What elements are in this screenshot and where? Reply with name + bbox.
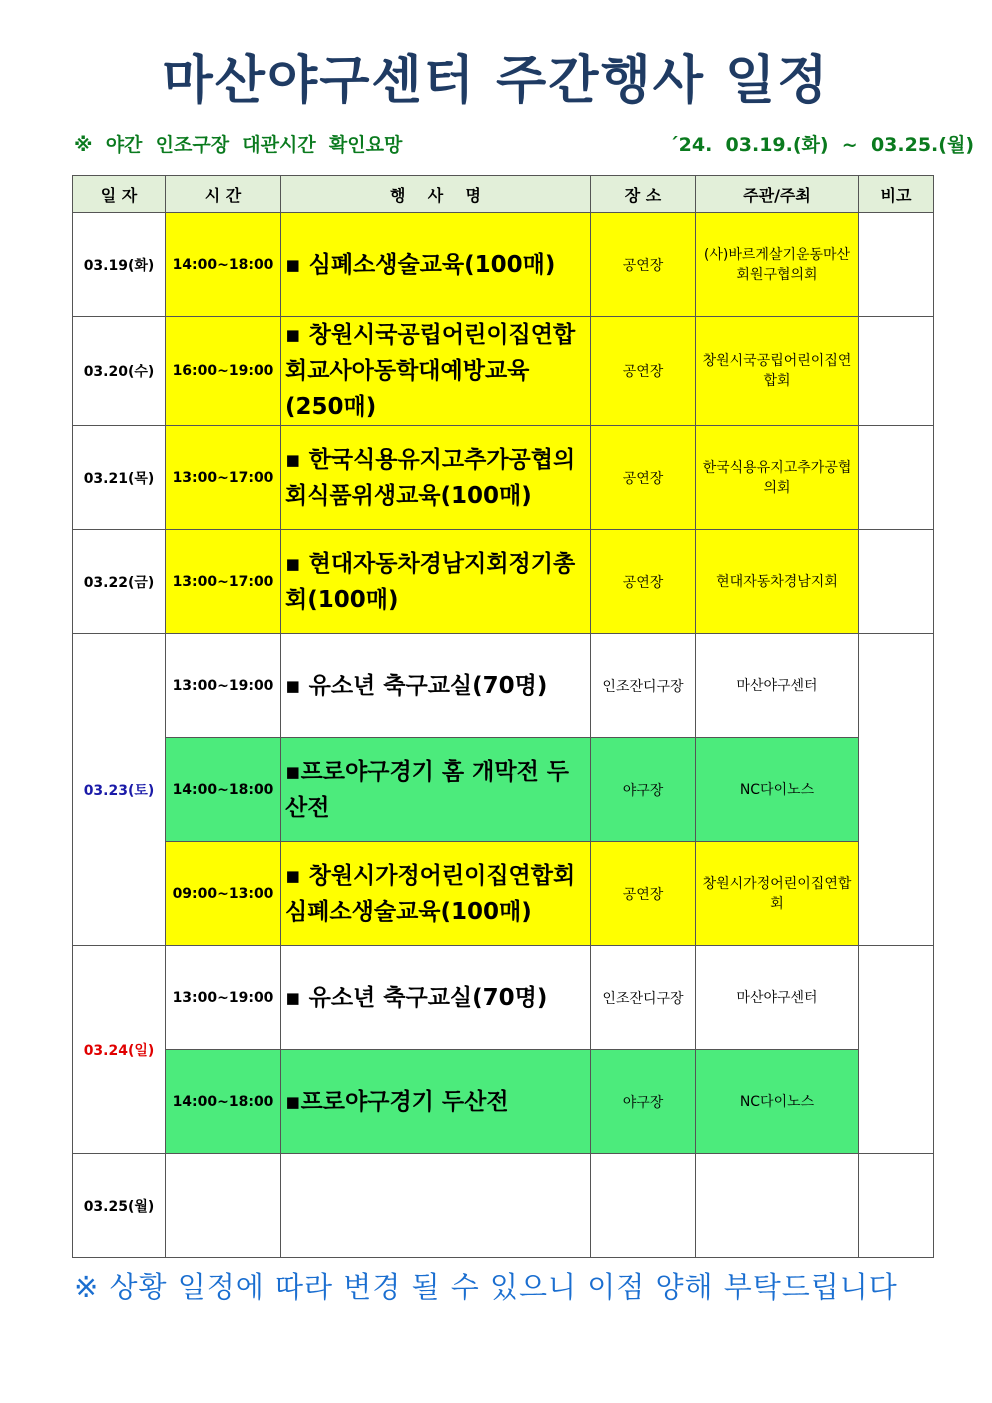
schedule-table	[72, 175, 934, 1258]
table-row	[73, 842, 934, 946]
note-cell	[859, 213, 934, 317]
host-cell: 창원시가정어린이집연합회	[696, 842, 859, 946]
time-cell: 14:00~18:00	[166, 213, 281, 317]
time-cell: 16:00~19:00	[166, 317, 281, 426]
time-cell: 13:00~17:00	[166, 530, 281, 634]
subheader	[74, 130, 974, 158]
place-cell: 야구장	[591, 738, 696, 842]
notice-text: ※ 야간 인조구장 대관시간 확인요망	[74, 134, 403, 156]
place-cell	[591, 1154, 696, 1258]
time-cell: 13:00~17:00	[166, 426, 281, 530]
note-cell	[859, 530, 934, 634]
event-cell	[281, 1154, 591, 1258]
table-row	[73, 317, 934, 426]
date-cell: 03.22(금)	[73, 530, 166, 634]
date-cell: 03.23(토)	[73, 634, 166, 946]
event-cell: ▪ 심폐소생술교육(100매)	[281, 213, 591, 317]
event-cell: ▪ 유소년 축구교실(70명)	[281, 946, 591, 1050]
table-row	[73, 1154, 934, 1258]
table-row	[73, 738, 934, 842]
place-cell: 인조잔디구장	[591, 634, 696, 738]
place-cell: 인조잔디구장	[591, 946, 696, 1050]
host-cell: 현대자동차경남지회	[696, 530, 859, 634]
header-row	[73, 176, 934, 213]
header-time: 시 간	[166, 176, 281, 213]
table-row	[73, 426, 934, 530]
date-range: ´24. 03.19.(화) ~ 03.25.(월)	[669, 134, 974, 156]
page-title: 마산야구센터 주간행사 일정	[162, 51, 830, 111]
date-cell: 03.21(목)	[73, 426, 166, 530]
place-cell: 공연장	[591, 317, 696, 426]
time-cell: 13:00~19:00	[166, 946, 281, 1050]
header-date: 일 자	[73, 176, 166, 213]
event-cell: ▪ 현대자동차경남지회정기총회(100매)	[281, 530, 591, 634]
host-cell: 마산야구센터	[696, 946, 859, 1050]
event-cell: ▪프로야구경기 홈 개막전 두산전	[281, 738, 591, 842]
header-event: 행 사 명	[281, 176, 591, 213]
host-cell: NC다이노스	[696, 1050, 859, 1154]
note-cell	[859, 946, 934, 1154]
table-row	[73, 634, 934, 738]
host-cell	[696, 1154, 859, 1258]
host-cell: 한국식용유지고추가공협의회	[696, 426, 859, 530]
note-cell	[859, 634, 934, 946]
time-cell: 14:00~18:00	[166, 738, 281, 842]
place-cell: 공연장	[591, 842, 696, 946]
host-cell: NC다이노스	[696, 738, 859, 842]
header-note: 비고	[859, 176, 934, 213]
event-cell: ▪ 유소년 축구교실(70명)	[281, 634, 591, 738]
place-cell: 공연장	[591, 213, 696, 317]
time-cell	[166, 1154, 281, 1258]
date-cell: 03.25(월)	[73, 1154, 166, 1258]
place-cell: 야구장	[591, 1050, 696, 1154]
event-cell: ▪프로야구경기 두산전	[281, 1050, 591, 1154]
table-row	[73, 1050, 934, 1154]
place-cell: 공연장	[591, 426, 696, 530]
header-place: 장 소	[591, 176, 696, 213]
event-cell: ▪ 창원시가정어린이집연합회심폐소생술교육(100매)	[281, 842, 591, 946]
note-cell	[859, 1154, 934, 1258]
note-cell	[859, 317, 934, 426]
note-cell	[859, 426, 934, 530]
date-cell: 03.19(화)	[73, 213, 166, 317]
date-cell: 03.20(수)	[73, 317, 166, 426]
host-cell: (사)바르게살기운동마산회원구협의회	[696, 213, 859, 317]
time-cell: 14:00~18:00	[166, 1050, 281, 1154]
date-cell: 03.24(일)	[73, 946, 166, 1154]
event-cell: ▪ 한국식용유지고추가공협의회식품위생교육(100매)	[281, 426, 591, 530]
time-cell: 09:00~13:00	[166, 842, 281, 946]
host-cell: 마산야구센터	[696, 634, 859, 738]
event-cell: ▪ 창원시국공립어린이집연합회교사아동학대예방교육(250매)	[281, 317, 591, 426]
time-cell: 13:00~19:00	[166, 634, 281, 738]
place-cell: 공연장	[591, 530, 696, 634]
host-cell: 창원시국공립어린이집연합회	[696, 317, 859, 426]
table-row	[73, 530, 934, 634]
header-host: 주관/주최	[696, 176, 859, 213]
table-row	[73, 946, 934, 1050]
footer-notice: ※ 상황 일정에 따라 변경 될 수 있으니 이점 양해 부탁드립니다	[74, 1270, 898, 1304]
table-row	[73, 213, 934, 317]
